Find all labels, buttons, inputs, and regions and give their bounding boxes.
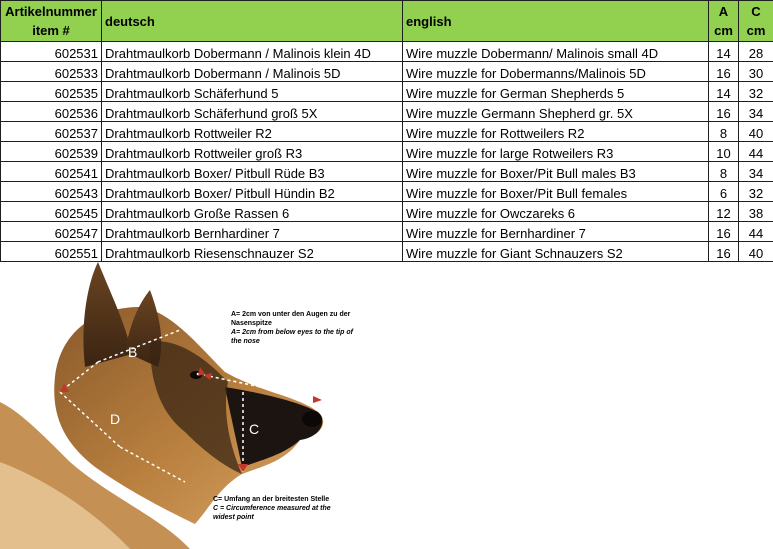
label-c: C [249, 421, 260, 437]
cell-c-cm: 40 [739, 242, 773, 262]
cell-a-cm: 16 [709, 62, 739, 82]
cell-item-number: 602536 [1, 102, 102, 122]
cell-c-cm: 32 [739, 82, 773, 102]
table-row [1, 202, 773, 222]
cell-english: Wire muzzle Dobermann/ Malinois small 4D [403, 42, 709, 62]
table-row [1, 142, 773, 162]
header-english: english [403, 1, 709, 42]
cell-c-cm: 30 [739, 62, 773, 82]
dog-head-illustration [0, 262, 773, 549]
label-a: A [270, 367, 280, 383]
table-row [1, 82, 773, 102]
header-row [1, 1, 773, 42]
dog-nose [302, 411, 322, 427]
cell-c-cm: 34 [739, 162, 773, 182]
cell-item-number: 602543 [1, 182, 102, 202]
header-a-unit: cm [714, 23, 733, 38]
cell-item-number: 602551 [1, 242, 102, 262]
header-a-label: A [718, 4, 729, 19]
dog-muzzle [225, 387, 322, 467]
cell-deutsch: Drahtmaulkorb Boxer/ Pitbull Rüde B3 [102, 162, 403, 182]
note-c-de: C= Umfang an der breitesten Stelle [213, 496, 330, 503]
note-measure-c [213, 495, 353, 522]
cell-c-cm: 44 [739, 222, 773, 242]
cell-english: Wire muzzle for Bernhardiner 7 [403, 222, 709, 242]
header-deutsch: deutsch [102, 1, 403, 42]
cell-item-number: 602537 [1, 122, 102, 142]
cell-english: Wire muzzle Germann Shepherd gr. 5X [403, 102, 709, 122]
header-item-number [1, 1, 102, 42]
table-row [1, 182, 773, 202]
cell-a-cm: 6 [709, 182, 739, 202]
cell-a-cm: 16 [709, 102, 739, 122]
cell-item-number: 602539 [1, 142, 102, 162]
table-row [1, 222, 773, 242]
muzzle-size-table [0, 0, 773, 262]
cell-c-cm: 40 [739, 122, 773, 142]
cell-c-cm: 32 [739, 182, 773, 202]
note-measure-a [231, 310, 361, 346]
header-c-unit: cm [746, 23, 766, 38]
cell-a-cm: 16 [709, 222, 739, 242]
cell-item-number: 602545 [1, 202, 102, 222]
note-a-en: A= 2cm from below eyes to the tip of the nose [231, 329, 353, 345]
table-row [1, 162, 773, 182]
dog-measurement-figure [0, 262, 773, 549]
measure-a-arrow-end [313, 396, 322, 403]
cell-deutsch: Drahtmaulkorb Schäferhund 5 [102, 82, 403, 102]
cell-english: Wire muzzle for German Shepherds 5 [403, 82, 709, 102]
cell-english: Wire muzzle for Boxer/Pit Bull males B3 [403, 162, 709, 182]
cell-a-cm: 14 [709, 42, 739, 62]
cell-item-number: 602541 [1, 162, 102, 182]
header-item-number-en: item # [32, 23, 70, 38]
cell-deutsch: Drahtmaulkorb Dobermann / Malinois 5D [102, 62, 403, 82]
cell-deutsch: Drahtmaulkorb Boxer/ Pitbull Hündin B2 [102, 182, 403, 202]
table-row [1, 242, 773, 262]
cell-deutsch: Drahtmaulkorb Riesenschnauzer S2 [102, 242, 403, 262]
cell-english: Wire muzzle for Owczareks 6 [403, 202, 709, 222]
table-row [1, 102, 773, 122]
note-a-de: A= 2cm von unter den Augen zu der Nasenspitze [231, 311, 351, 327]
cell-c-cm: 38 [739, 202, 773, 222]
cell-a-cm: 8 [709, 122, 739, 142]
cell-c-cm: 34 [739, 102, 773, 122]
cell-a-cm: 10 [709, 142, 739, 162]
cell-item-number: 602535 [1, 82, 102, 102]
header-a [709, 1, 739, 42]
cell-deutsch: Drahtmaulkorb Schäferhund groß 5X [102, 102, 403, 122]
label-b: B [128, 344, 138, 360]
cell-english: Wire muzzle for Giant Schnauzers S2 [403, 242, 709, 262]
cell-english: Wire muzzle for Rottweilers R2 [403, 122, 709, 142]
cell-item-number: 602533 [1, 62, 102, 82]
cell-item-number: 602531 [1, 42, 102, 62]
cell-deutsch: Drahtmaulkorb Große Rassen 6 [102, 202, 403, 222]
cell-c-cm: 28 [739, 42, 773, 62]
header-item-number-de: Artikelnummer [5, 4, 97, 19]
label-d: D [110, 411, 121, 427]
cell-deutsch: Drahtmaulkorb Dobermann / Malinois klein 4D [102, 42, 403, 62]
cell-item-number: 602547 [1, 222, 102, 242]
cell-english: Wire muzzle for Boxer/Pit Bull females [403, 182, 709, 202]
cell-a-cm: 12 [709, 202, 739, 222]
header-c [739, 1, 773, 42]
cell-english: Wire muzzle for Dobermanns/Malinois 5D [403, 62, 709, 82]
table-row [1, 62, 773, 82]
cell-deutsch: Drahtmaulkorb Rottweiler groß R3 [102, 142, 403, 162]
table-row [1, 122, 773, 142]
cell-deutsch: Drahtmaulkorb Bernhardiner 7 [102, 222, 403, 242]
header-c-label: C [751, 4, 761, 19]
cell-english: Wire muzzle for large Rotweilers R3 [403, 142, 709, 162]
note-c-en: C = Circumference measured at the widest point [213, 505, 331, 521]
cell-a-cm: 14 [709, 82, 739, 102]
cell-a-cm: 8 [709, 162, 739, 182]
cell-c-cm: 44 [739, 142, 773, 162]
table-row [1, 42, 773, 62]
cell-deutsch: Drahtmaulkorb Rottweiler R2 [102, 122, 403, 142]
cell-a-cm: 16 [709, 242, 739, 262]
